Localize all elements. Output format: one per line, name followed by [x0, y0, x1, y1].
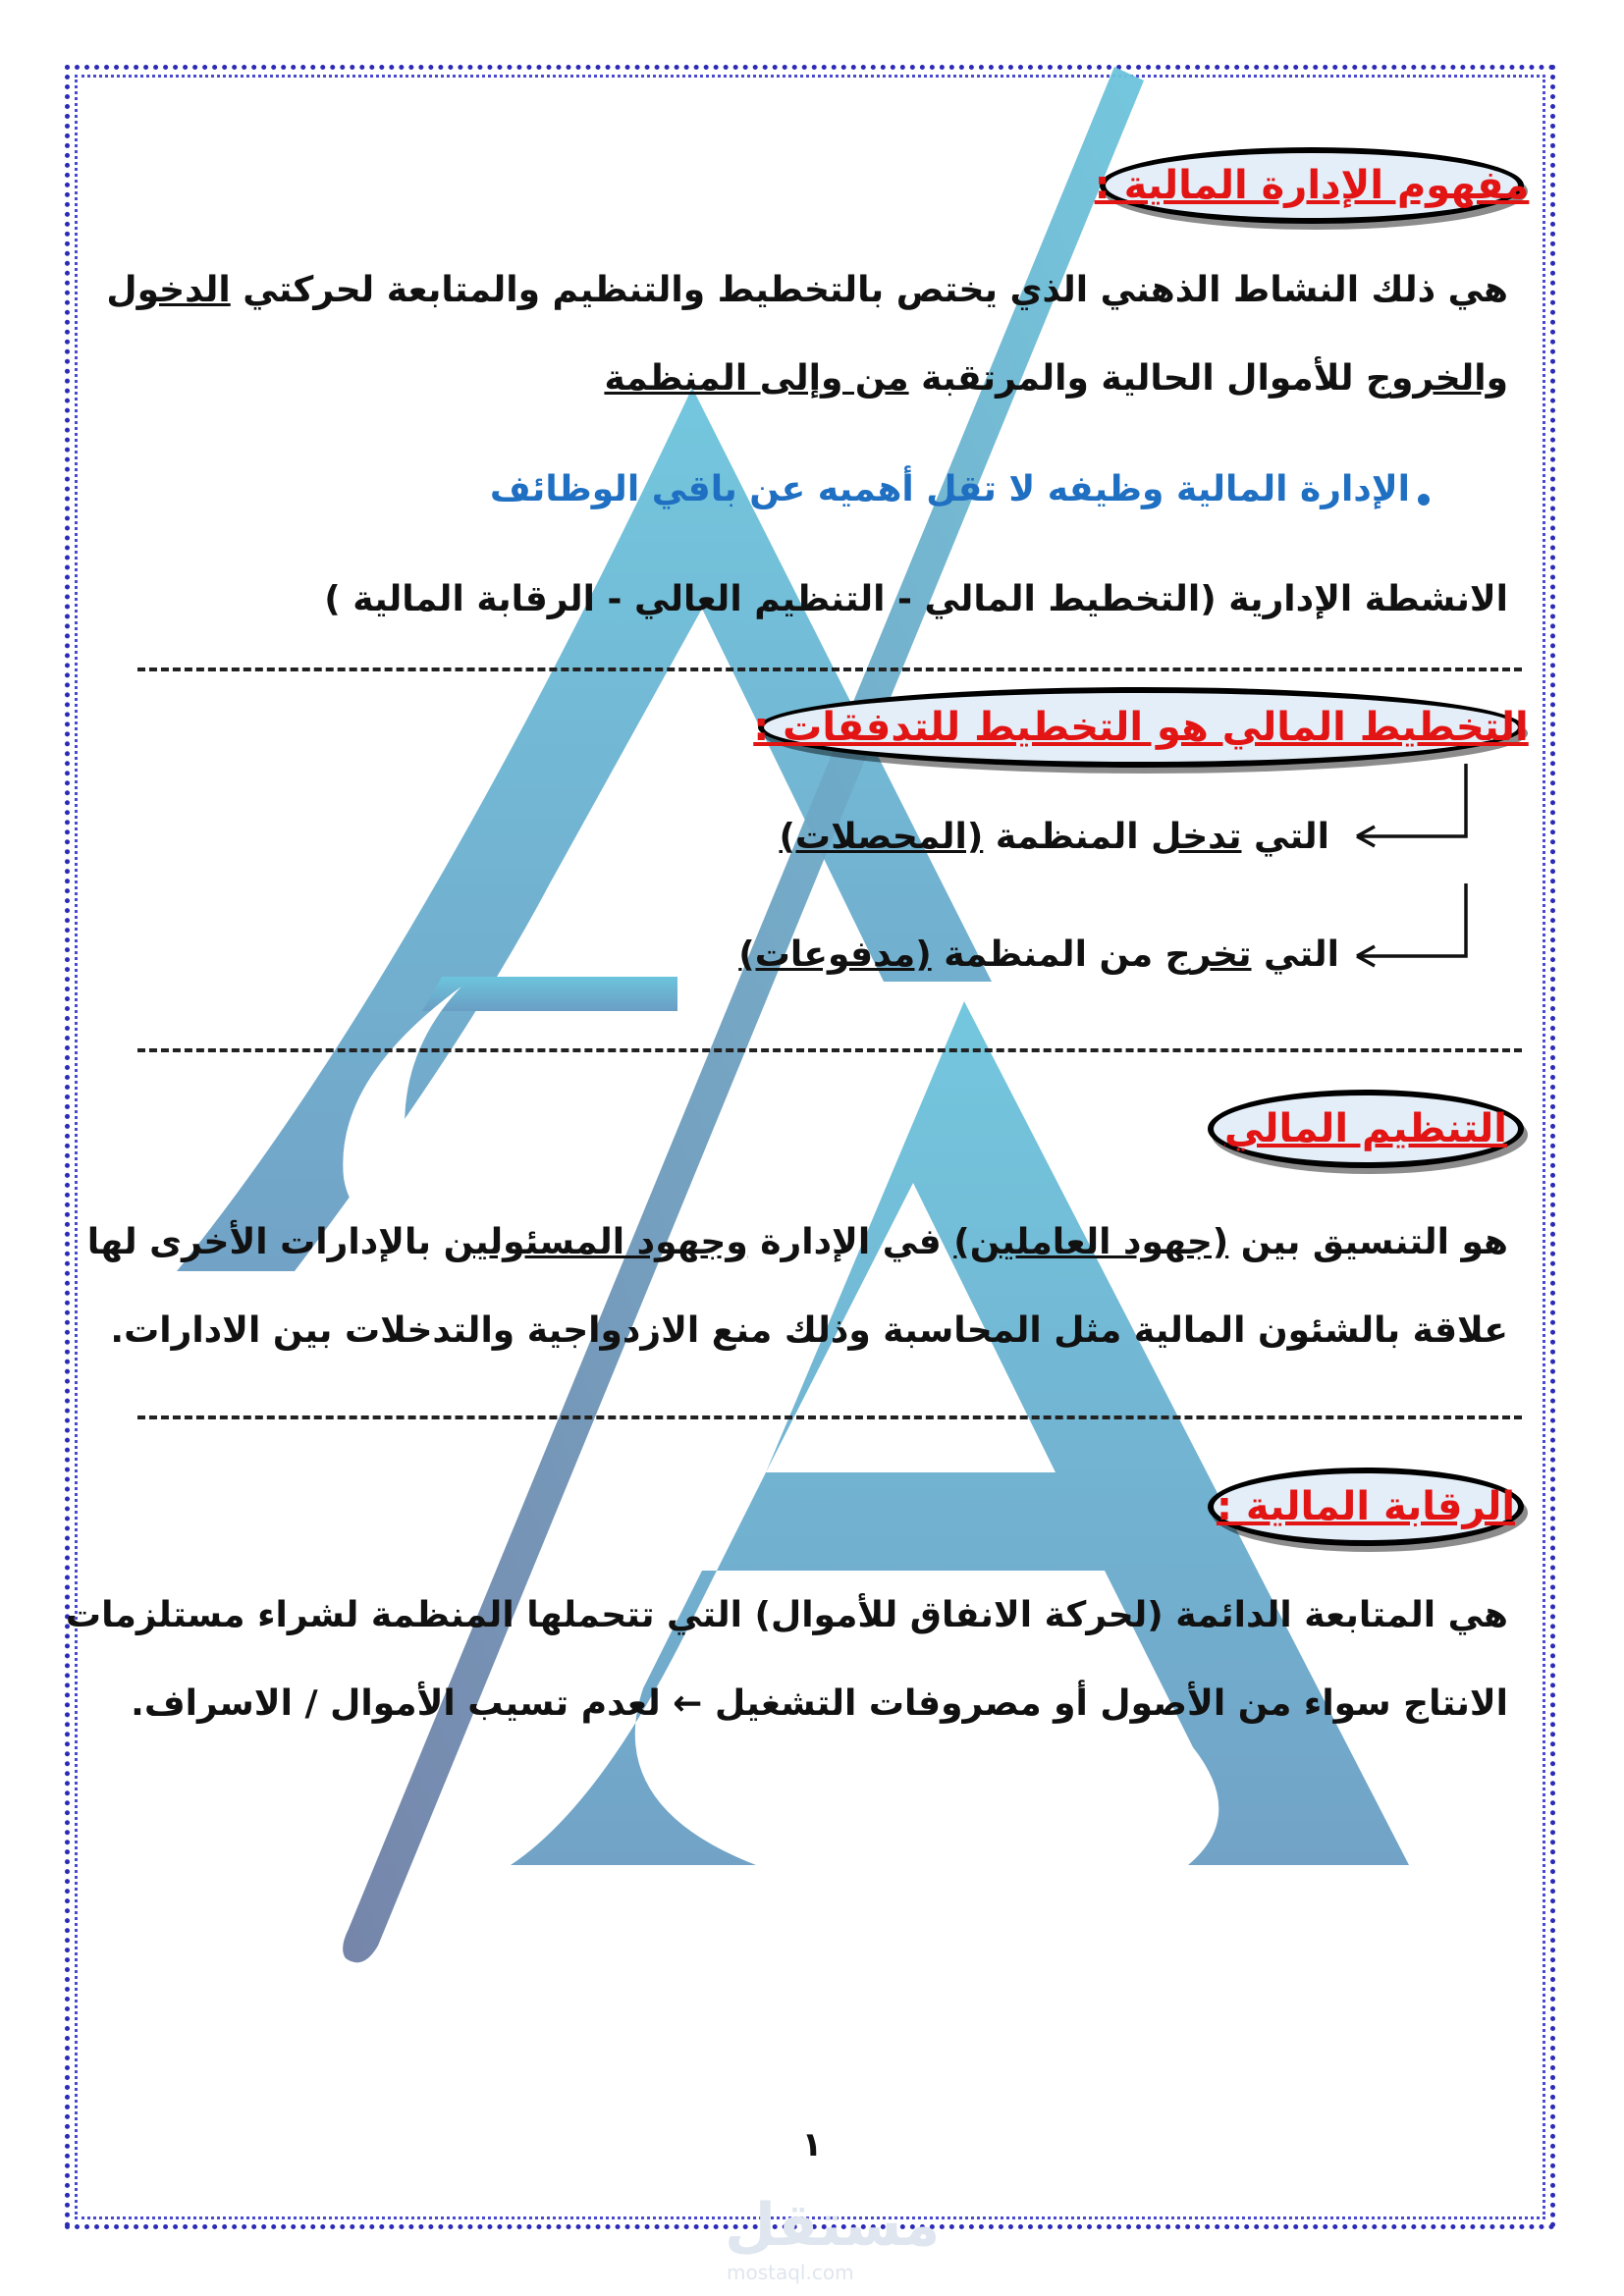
flow-arrows	[1335, 756, 1483, 982]
bullet-dot	[1418, 494, 1430, 506]
heading-financial-planning-text: التخطيط المالي هو التخطيط للتدفقات :	[753, 705, 1529, 750]
control-line-2: الانتاج سواء من الأصول أو مصروفات التشغيل ← لعدم تسيب الأموال / الاسراف.	[131, 1683, 1508, 1724]
organization-line-1: هو التنسيق بين (جهود العاملين) في الإدارة وجهود المسئولين بالإدارات الأخرى لها	[86, 1222, 1508, 1262]
definition-line-1: هي ذلك النشاط الذهني الذي يختص بالتخطيط والتنظيم والمتابعة لحركتي الدخول	[106, 270, 1508, 310]
heading-financial-organization-text: التنظيم المالي	[1223, 1106, 1508, 1151]
control-line-1: هي المتابعة الدائمة (لحركة الانفاق للأموال) التي تتحملها المنظمة لشراء مستلزمات	[65, 1595, 1508, 1635]
heading-financial-control-text: الرقابة المالية :	[1216, 1484, 1516, 1529]
divider-1	[137, 667, 1522, 671]
site-logo: مستقل	[725, 2191, 941, 2260]
divider-3	[137, 1415, 1522, 1419]
organization-line-2: علاقة بالشئون المالية مثل المحاسبة وذلك منع الازدواجية والتدخلات بين الادارات.	[110, 1310, 1508, 1351]
bullet-importance: الإدارة المالية وظيفه لا تقل أهميه عن باقي الوظائف	[489, 469, 1410, 509]
heading-financial-management	[1094, 147, 1530, 224]
outflow-line: التي تخرج من المنظمة (مدفوعات)	[738, 934, 1339, 975]
heading-financial-organization	[1208, 1090, 1524, 1168]
definition-line-2: والخروج للأموال الحالية والمرتقبة من وإلى المنظمة	[604, 358, 1508, 399]
heading-financial-management-text: مفهوم الإدارة المالية :	[1094, 163, 1530, 208]
divider-2	[137, 1048, 1522, 1052]
site-logo-url: mostaql.com	[727, 2261, 854, 2284]
inflow-line: التي تدخل المنظمة (المحصلات)	[779, 817, 1329, 857]
activities-line: الانشطة الإدارية (التخطيط المالي - التنظيم العالي - الرقابة المالية )	[324, 579, 1508, 619]
heading-financial-control	[1208, 1468, 1524, 1546]
page-number: ١	[801, 2125, 823, 2164]
